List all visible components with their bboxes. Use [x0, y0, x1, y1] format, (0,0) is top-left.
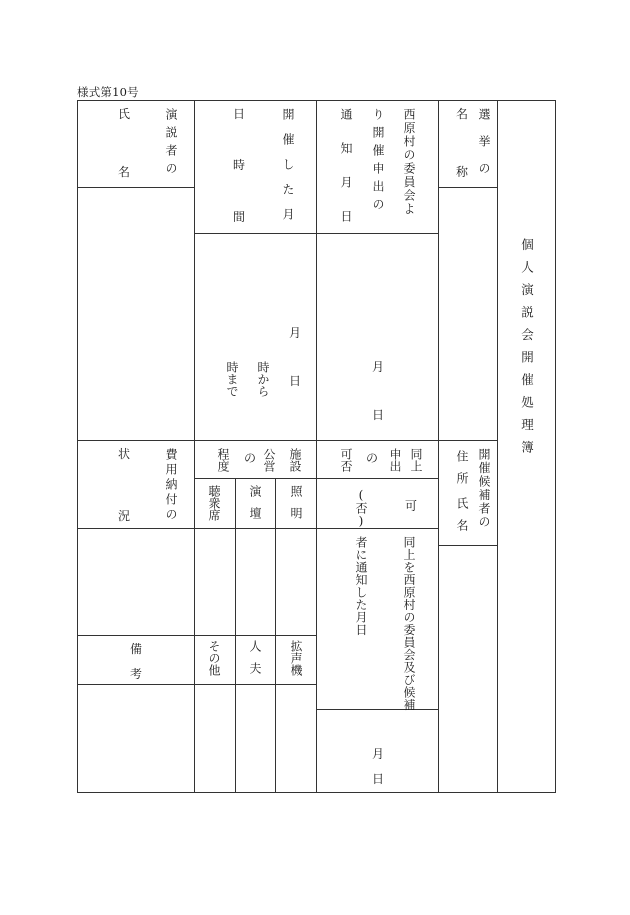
podium: 演壇	[248, 485, 262, 529]
held-day-unit: 日	[289, 374, 302, 388]
grid-col-line	[438, 100, 439, 792]
notice-text-2: 者に通知した月日	[354, 536, 368, 636]
header-speaker: 演説者の	[164, 108, 178, 180]
frame-bottom	[77, 792, 556, 793]
extent: 程度	[216, 448, 230, 472]
grid-row-line	[194, 233, 438, 234]
notice-month-unit: 月	[372, 360, 385, 374]
remarks-2: 考	[130, 667, 143, 681]
header-datetime-3: 間	[233, 210, 246, 224]
header-election-of: 選挙の	[477, 108, 491, 189]
grid-col-line	[497, 100, 498, 792]
remarks-1: 備	[130, 642, 143, 656]
name: 氏名	[455, 497, 469, 541]
address: 住所	[455, 450, 469, 494]
grid-row-line	[316, 709, 438, 710]
frame-left	[77, 100, 78, 792]
time-from: 時から	[256, 361, 270, 397]
form-number-label: 様式第10号	[77, 85, 139, 99]
same-above: 同上	[409, 448, 423, 472]
approve: 可否	[339, 448, 353, 472]
notice-text-1: 同上を西原村の委員会及び候補	[402, 536, 416, 711]
speaker-device: 拡声機	[289, 640, 303, 676]
notice-day-unit: 日	[372, 408, 385, 422]
held-month-unit: 月	[289, 326, 302, 340]
time-to: 時まで	[225, 361, 239, 397]
ok-mark: 可	[405, 499, 418, 513]
audience-seats: 聴衆席	[207, 485, 221, 521]
grid-row-line	[77, 635, 316, 636]
no-mark: (否)	[354, 488, 368, 528]
grid-row-line	[77, 684, 316, 685]
register-title: 個人演説会開催処理簿	[519, 238, 535, 463]
header-name-1: 氏	[118, 107, 131, 121]
header-datetime-2: 時	[233, 158, 246, 172]
public: 公営	[262, 448, 276, 472]
grid-row-line	[77, 187, 194, 188]
bottom-month-unit: 月	[372, 747, 385, 761]
header-election-name-1: 名	[456, 107, 469, 121]
header-notice-date: 通知月日	[339, 108, 353, 244]
grid-row-line	[438, 545, 497, 546]
lighting: 照明	[289, 485, 303, 529]
workers: 人夫	[248, 640, 262, 684]
apply: 申出	[388, 448, 402, 472]
other: その他	[207, 640, 221, 676]
candidate: 開催候補者の	[477, 448, 491, 529]
header-from-committee: 西原村の委員会よ	[402, 108, 416, 216]
grid-row-line	[77, 440, 497, 441]
frame-right	[555, 100, 556, 792]
status-1: 状	[118, 447, 131, 461]
header-held-month: 開催した月	[281, 108, 295, 233]
grid-row-line	[194, 478, 438, 479]
grid-col-line	[316, 100, 317, 792]
header-application: り開催申出の	[371, 108, 385, 216]
header-name-2: 名	[118, 165, 131, 179]
status-2: 況	[118, 509, 131, 523]
header-datetime-1: 日	[233, 107, 246, 121]
extent-of: の	[244, 451, 257, 465]
grid-col-line	[194, 100, 195, 792]
facility: 施設	[288, 448, 302, 472]
header-election-name-2: 称	[456, 165, 469, 179]
applicant-of: の	[366, 451, 379, 465]
bottom-day-unit: 日	[372, 772, 385, 786]
fee-payment: 費用納付の	[164, 448, 178, 523]
